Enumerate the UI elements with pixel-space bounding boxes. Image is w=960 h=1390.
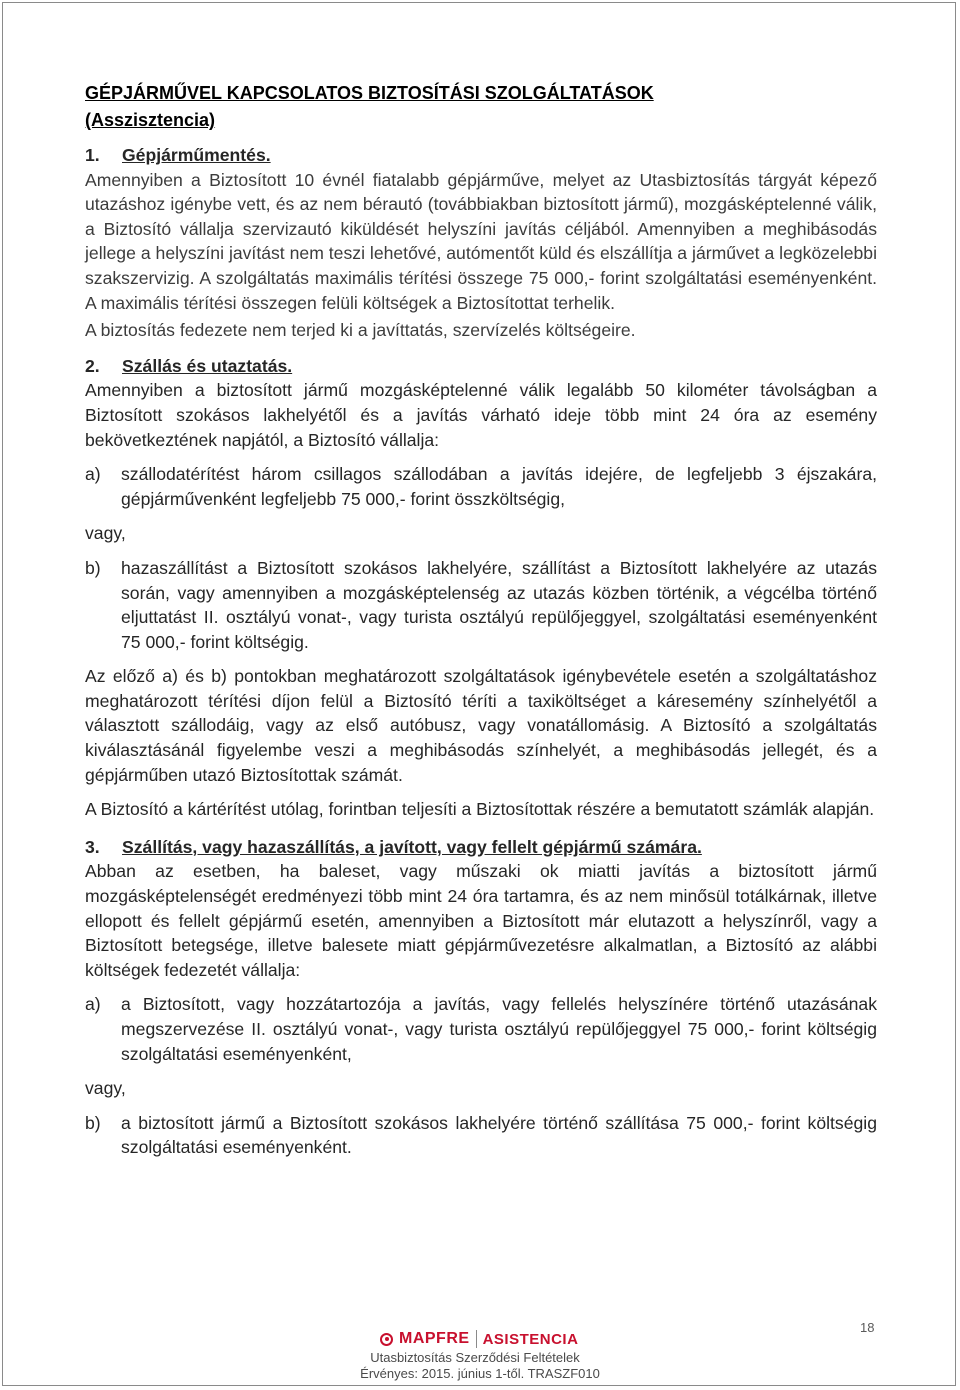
section-1-title: Gépjárműmentés. — [122, 145, 271, 165]
section-2-paragraph-3: A Biztosító a kártérítést utólag, forintban teljesíti a Biztosítottak részére a bemutatott számlák alapján. — [85, 799, 875, 820]
title-line-1: GÉPJÁRMŰVEL KAPCSOLATOS BIZTOSÍTÁSI SZOLGÁLTATÁSOK — [85, 83, 654, 103]
item-text: a Biztosított, vagy hozzátartozója a javítás, vagy fellelés helyszínére történő utazásának megszervezése II. osztályú vonat-, vagy turista osztályú repülőjeggyel 75 000,- forint költségig szolgáltatási eseményenként, — [121, 994, 877, 1064]
section-3-item-b — [85, 1111, 877, 1160]
section-1-heading — [85, 143, 877, 168]
logo-brand: MAPFRE — [399, 1330, 470, 1347]
section-3-paragraph-1: Abban az esetben, ha baleset, vagy műszaki ok miatti javítás a biztosított jármű mozgásképtelenségét eredményezi több mint 24 óra tartamra, és az nem minősül totálkárnak, illetve ellopott és fellelt gépjármű esetén, amennyiben a Biztosított már elutazott a helyszínről, vagy a Biztosított betegsége, illetve balesete miatt gépjárművezetésre alkalmatlan, a Biztosító az alábbi költségek fedezetét vállalja: — [85, 861, 877, 980]
item-text: hazaszállítást a Biztosított szokásos lakhelyére, szállítást a Biztosított lakhelyére az utazás során, vagy amennyiben a mozgásképtelenség az utazás közben történik, a végcélba történő eljuttatást II. osztályú vonat-, vagy turista osztályú repülőjeggyel, szolgáltatási eseményenként 75 000,- forint költségig. — [121, 557, 877, 652]
mapfre-logo — [380, 1328, 578, 1350]
section-2-title: Szállás és utaztatás. — [122, 355, 293, 376]
section-2-or: vagy, — [85, 523, 126, 544]
section-2-paragraph-1: Amennyiben a biztosított jármű mozgásképtelenné válik legalább 50 kilométer távolságban a Biztosított szokásos lakhelyétől és a javítás várható ideje több mint 24 óra az esemény bekövetkeztének napjától, a Biztosító vállalja: — [85, 380, 877, 450]
page-number: 18 — [860, 1320, 875, 1335]
title-line-2: (Asszisztencia) — [85, 110, 216, 130]
footer-validity: Érvényes: 2015. június 1-től. TRASZF010 — [360, 1366, 600, 1381]
section-2-item-b — [85, 556, 877, 654]
section-2-number: 2. — [85, 355, 100, 376]
section-1-paragraph-2: A biztosítás fedezete nem terjed ki a javíttatás, szervízelés költségeire. — [85, 320, 636, 341]
section-3-heading — [85, 835, 877, 860]
item-text: szállodatérítést három csillagos szállodában a javítás idejére, de legfeljebb 3 éjszakára, gépjárművenként legfeljebb 75 000,- forint összköltségig, — [121, 464, 877, 509]
section-1-number: 1. — [85, 145, 100, 165]
mapfre-emblem-icon — [380, 1333, 393, 1346]
item-text: a biztosított jármű a Biztosított szokásos lakhelyére történő szállítása 75 000,- forint költségig szolgáltatási eseményenként. — [121, 1112, 877, 1158]
item-label: a) — [85, 464, 101, 485]
document-body — [85, 80, 877, 1160]
logo-divider — [476, 1330, 477, 1348]
section-2-item-a — [85, 462, 877, 511]
section-3-or: vagy, — [85, 1078, 126, 1099]
item-label: b) — [85, 557, 101, 578]
section-3-item-a — [85, 992, 877, 1066]
logo-product: ASISTENCIA — [482, 1330, 579, 1348]
footer — [0, 1326, 960, 1386]
section-1-paragraph-1: Amennyiben a Biztosított 10 évnél fiatalabb gépjárműve, melyet az Utasbiztosítás tárgyát képező utazáshoz igénybe vett, és az nem bérautó (továbbiakban biztosított jármű), mozgásképtelenné válik, a Biztosító vállalja szervizautó kiküldését helyszíni javítás céljából. Amennyiben a meghibásodás jellege a helyszíni javítást nem teszi lehetővé, autómentőt küld és elszállítja a járművet a legközelebbi szakszervizig. A szolgáltatás maximális térítési összege 75 000,- forint szolgáltatási eseményenként. A maximális térítési összegen felüli költségek a Biztosítottat terhelik. — [85, 169, 877, 313]
item-label: b) — [85, 1112, 101, 1133]
section-2-paragraph-2: Az előző a) és b) pontokban meghatározott szolgáltatások igénybevétele esetén a szolgáltatáshoz meghatározott térítési díjon felül a Biztosító téríti a taxiköltséget a káresemény színhelyétől a választott szállodáig, vagy az első autóbusz, vagy vonatállomásig. A Biztosító a szolgáltatás kiválasztásánál figyelembe veszi a meghibásodás színhelyét, a meghibásodás jellegét, és a gépjárműben utazó Biztosítottak számát. — [85, 666, 877, 785]
section-3-title: Szállítás, vagy hazaszállítás, a javított, vagy fellelt gépjármű számára. — [122, 836, 702, 857]
footer-document-title: Utasbiztosítás Szerződési Feltételek — [370, 1350, 580, 1365]
section-2-heading — [85, 354, 877, 379]
document-title — [85, 80, 877, 134]
item-label: a) — [85, 994, 101, 1015]
section-3-number: 3. — [85, 836, 100, 857]
